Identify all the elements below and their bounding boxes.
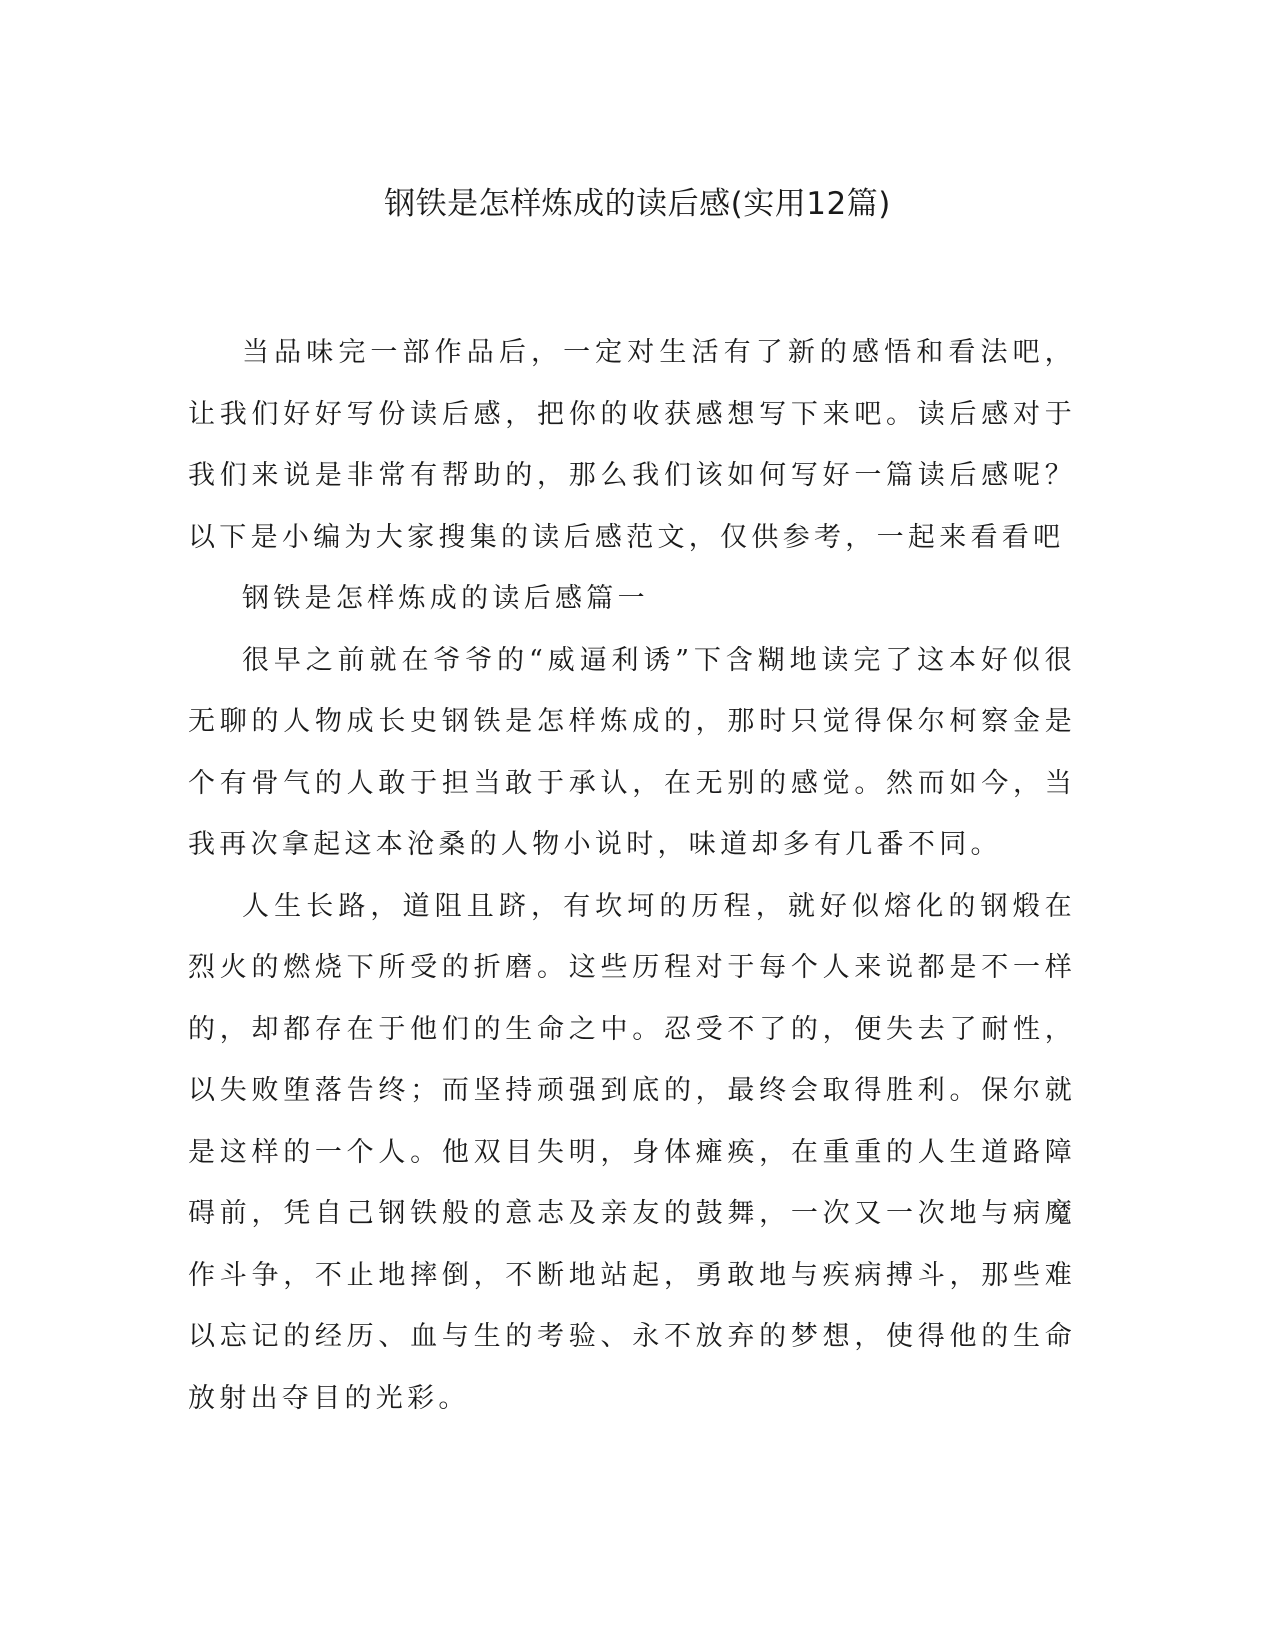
body-paragraph: 很早之前就在爷爷的“威逼利诱”下含糊地读完了这本好似很无聊的人物成长史钢铁是怎样炼成的，那时只觉得保尔柯察金是个有骨气的人敢于担当敢于承认，在无别的感觉。然而如今，当我再次拿起这本沧桑的人物小说时，味道却多有几番不同。: [188, 644, 1076, 860]
document-body: [188, 322, 1076, 1429]
body-paragraph: 人生长路，道阻且跻，有坎坷的历程，就好似熔化的钢煅在烈火的燃烧下所受的折磨。这些历程对于每个人来说都是不一样的，却都存在于他们的生命之中。忍受不了的，便失去了耐性，以失败堕落告终；而坚持顽强到底的，最终会取得胜利。保尔就是这样的一个人。他双目失明，身体瘫痪，在重重的人生道路障碍前，凭自己钢铁般的意志及亲友的鼓舞，一次又一次地与病魔作斗争，不止地摔倒，不断地站起，勇敢地与疾病搏斗，那些难以忘记的经历、血与生的考验、永不放弃的梦想，使得他的生命放射出夺目的光彩。: [188, 890, 1076, 1414]
intro-paragraph: 当品味完一部作品后，一定对生活有了新的感悟和看法吧，让我们好好写份读后感，把你的收获感想写下来吧。读后感对于我们来说是非常有帮助的，那么我们该如何写好一篇读后感呢？以下是小编为大家搜集的读后感范文，仅供参考，一起来看看吧: [188, 337, 1076, 553]
section-heading: 钢铁是怎样炼成的读后感篇一: [242, 583, 649, 614]
document-title: 钢铁是怎样炼成的读后感(实用12篇): [384, 186, 891, 222]
